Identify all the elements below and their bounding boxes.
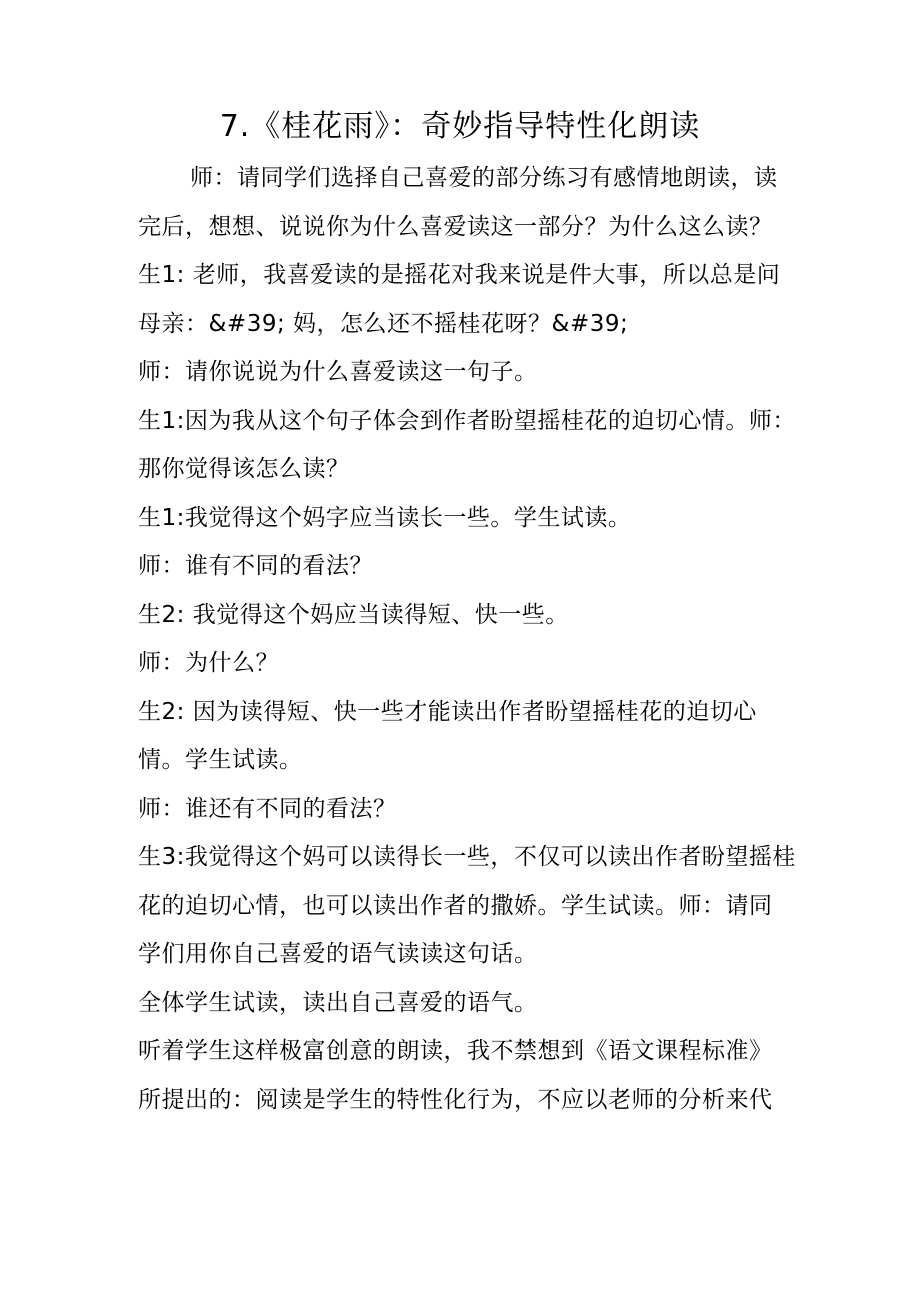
paragraph-line: 生1:因为我从这个句子体会到作者盼望摇桂花的迫切心情。师：: [138, 407, 796, 434]
paragraph-line: 完后，想想、说说你为什么喜爱读这一部分？为什么这么读？: [138, 213, 773, 240]
document-title: 7.《桂花雨》：奇妙指导特性化朗读: [219, 109, 701, 144]
paragraph-line: 听着学生这样极富创意的朗读，我不禁想到《语文课程标准》: [138, 1038, 773, 1064]
paragraph-line: 生2: 因为读得短、快一些才能读出作者盼望摇桂花的迫切心: [138, 698, 757, 725]
paragraph-line: 全体学生试读，读出自己喜爱的语气。: [138, 989, 538, 1016]
paragraph-line: 生3:我觉得这个妈可以读得长一些，不仅可以读出作者盼望摇桂: [138, 844, 796, 870]
paragraph-line: 生2: 我觉得这个妈应当读得短、快一些。: [138, 601, 569, 628]
paragraph-line: 那你觉得该怎么读？: [138, 456, 350, 482]
paragraph-line: 师：请同学们选择自己喜爱的部分练习有感情地朗读，读: [190, 165, 778, 191]
paragraph-line: 师：请你说说为什么喜爱读这一句子。: [138, 359, 538, 385]
paragraph-line: 花的迫切心情，也可以读出作者的撒娇。学生试读。师：请同: [138, 892, 773, 919]
paragraph-line: 母亲：&#39; 妈，怎么还不摇桂花呀？&#39;: [138, 310, 629, 337]
document-body: [138, 154, 798, 1124]
paragraph-line: 学们用你自己喜爱的语气读读这句话。: [138, 941, 538, 967]
paragraph-line: 生1: 老师，我喜爱读的是摇花对我来说是件大事，所以总是问: [138, 262, 781, 288]
paragraph-line: 师：为什么？: [138, 650, 279, 676]
paragraph-line: 情。学生试读。: [138, 747, 303, 773]
paragraph-line: 师：谁有不同的看法？: [138, 553, 373, 579]
paragraph-line: 所提出的：阅读是学生的特性化行为，不应以老师的分析来代: [138, 1086, 773, 1113]
paragraph-line: 生1:我觉得这个妈字应当读长一些。学生试读。: [138, 504, 632, 531]
paragraph-line: 师：谁还有不同的看法？: [138, 795, 397, 822]
